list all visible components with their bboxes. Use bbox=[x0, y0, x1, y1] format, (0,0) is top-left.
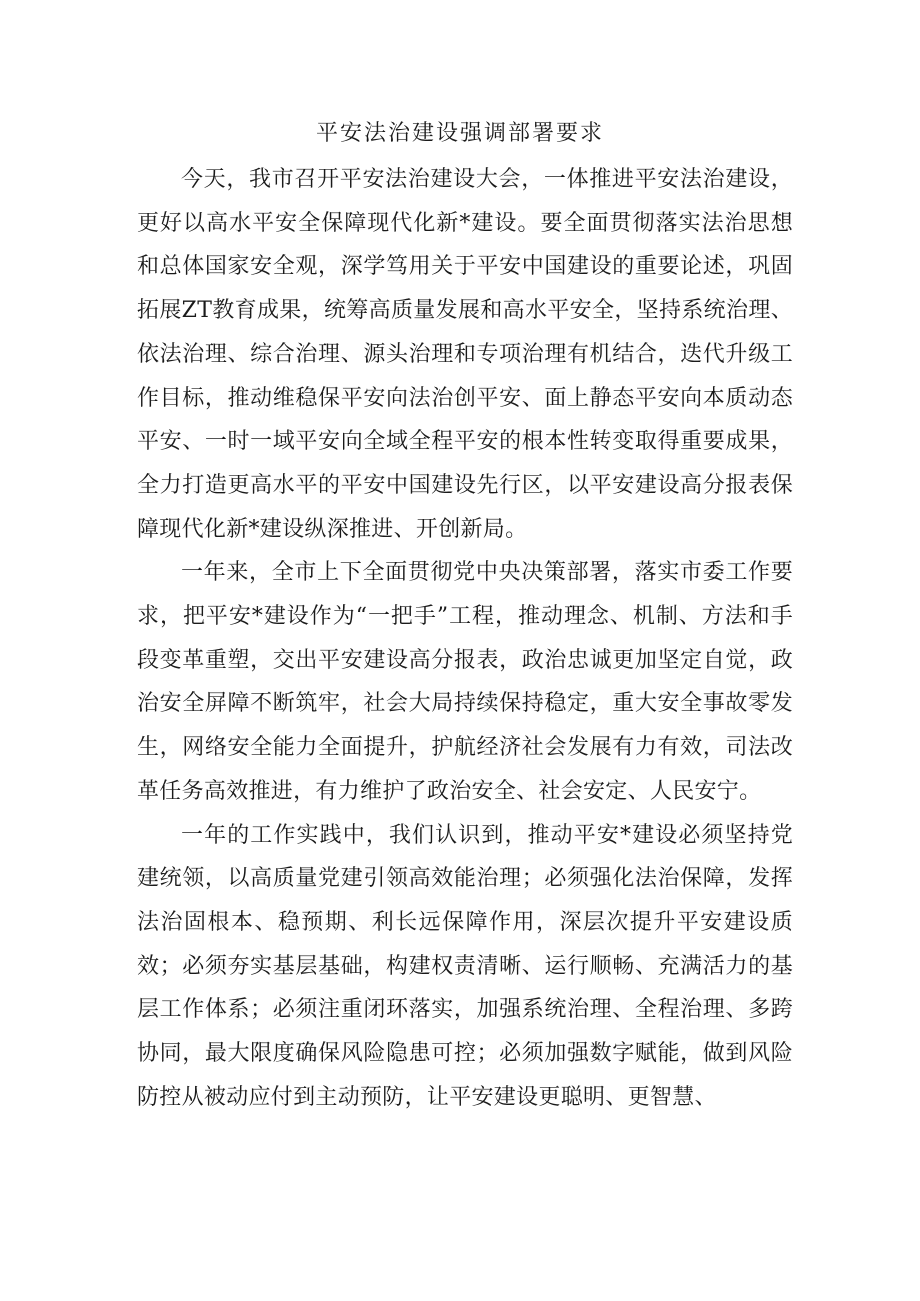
document-body bbox=[137, 158, 793, 1119]
paragraph: 一年的工作实践中，我们认识到，推动平安*建设必须坚持党建统领，以高质量党建引领高效能治理；必须强化法治保障，发挥法治固根本、稳预期、利长远保障作用，深层次提升平安建设质效；必须夯实基层基础，构建权责清晰、运行顺畅、充满活力的基层工作体系；必须注重闭环落实，加强系统治理、全程治理、多跨协同，最大限度确保风险隐患可控；必须加强数字赋能，做到风险防控从被动应付到主动预防，让平安建设更聪明、更智慧、 bbox=[137, 822, 793, 1110]
paragraph: 今天，我市召开平安法治建设大会，一体推进平安法治建设，更好以高水平安全保障现代化新*建设。要全面贯彻落实法治思想和总体国家安全观，深学笃用关于平安中国建设的重要论述，巩固拓展ZT教育成果，统筹高质量发展和高水平安全，坚持系统治理、依法治理、综合治理、源头治理和专项治理有机结合，迭代升级工作目标，推动维稳保平安向法治创平安、面上静态平安向本质动态平安、一时一域平安向全域全程平安的根本性转变取得重要成果，全力打造更高水平的平安中国建设先行区，以平安建设高分报表保障现代化新*建设纵深推进、开创新局。 bbox=[137, 167, 793, 542]
document-title: 平安法治建设强调部署要求 bbox=[315, 121, 604, 146]
paragraph: 一年来，全市上下全面贯彻党中央决策部署，落实市委工作要求，把平安*建设作为“一把手”工程，推动理念、机制、方法和手段变革重塑，交出平安建设高分报表，政治忠诚更加坚定自觉，政治安全屏障不断筑牢，社会大局持续保持稳定，重大安全事故零发生，网络安全能力全面提升，护航经济社会发展有力有效，司法改革任务高效推进，有力维护了政治安全、社会安定、人民安宁。 bbox=[137, 560, 793, 804]
